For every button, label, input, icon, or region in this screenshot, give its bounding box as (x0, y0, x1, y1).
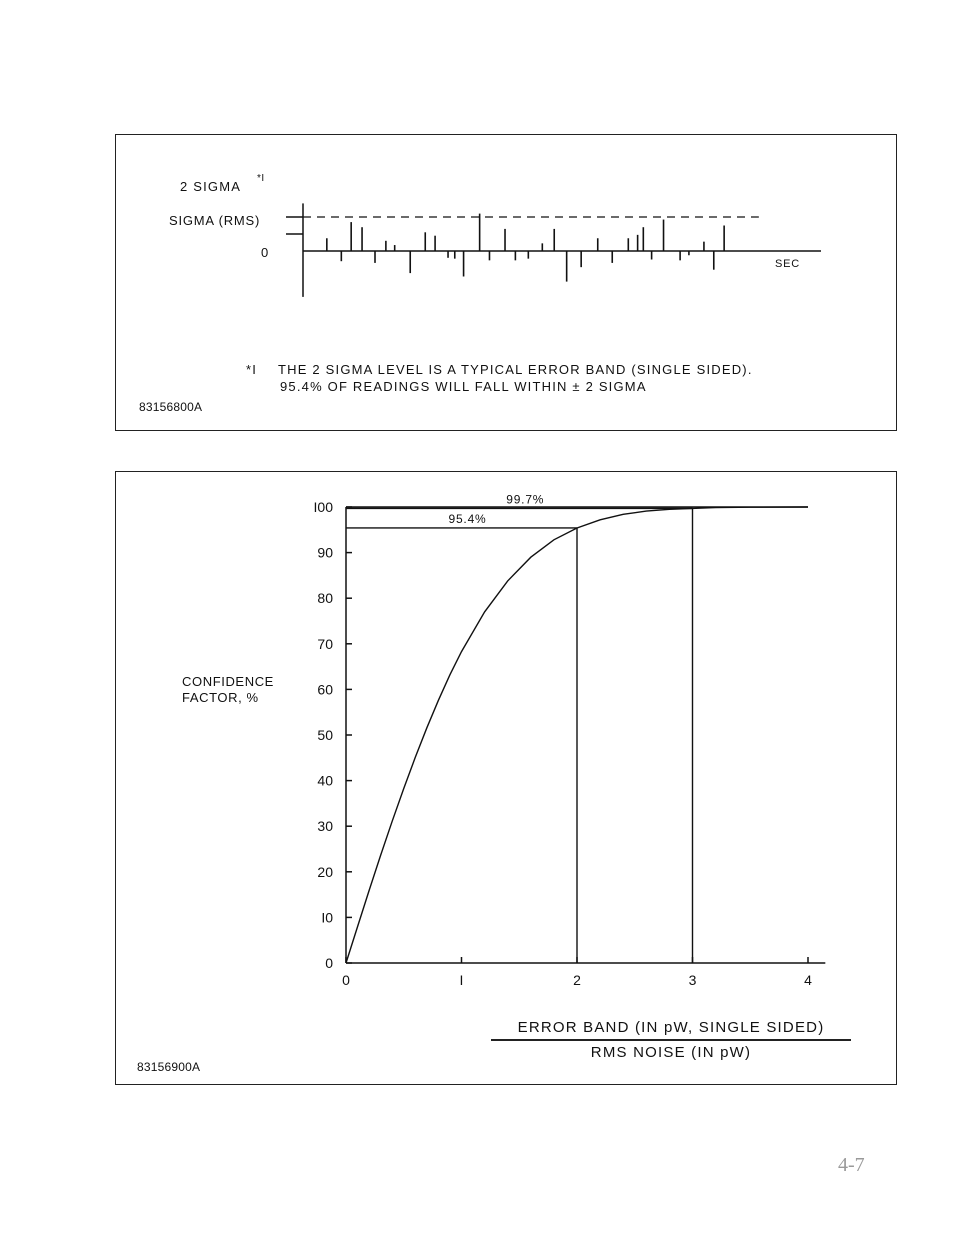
y-tick-label: I00 (313, 499, 333, 515)
y-tick-label: I0 (321, 909, 333, 926)
level-label-2sigma: 2 SIGMA (180, 179, 242, 194)
sigma-noise-figure-panel (115, 134, 897, 431)
footnote-line-1: THE 2 SIGMA LEVEL IS A TYPICAL ERROR BAND (SINGLE SIDED). (278, 362, 753, 377)
y-tick-label: 0 (325, 955, 333, 971)
x-unit-sec: SEC (775, 258, 801, 270)
footnote-marker: *I (246, 362, 258, 377)
reference-line-label: 95.4% (448, 511, 487, 526)
page-number: 4-7 (838, 1154, 865, 1176)
reference-line-label: 99.7% (506, 492, 545, 507)
x-tick-label: 2 (573, 972, 581, 988)
y-tick-label: 70 (317, 635, 333, 652)
y-tick-label: 40 (317, 772, 333, 789)
x-tick-label: 0 (342, 972, 350, 988)
x-axis-label-denominator: RMS NOISE (IN pW) (590, 1044, 752, 1061)
level-label-zero: 0 (261, 245, 269, 260)
figure-id-label: 83156800A (139, 400, 203, 414)
y-axis-label-line-2: FACTOR, % (182, 690, 259, 705)
x-tick-label: 4 (804, 972, 812, 988)
y-axis-label (182, 674, 274, 706)
y-tick-label: 90 (317, 544, 333, 561)
footnote-line-2: 95.4% OF READINGS WILL FALL WITHIN ± 2 SIGMA (280, 379, 647, 394)
level-label-sigma-rms: SIGMA (RMS) (169, 213, 261, 228)
y-tick-label: 50 (317, 727, 333, 743)
x-axis-label-fraction-bar (491, 1039, 851, 1041)
confidence-curve-plot (116, 472, 898, 1086)
x-tick-label: 3 (688, 972, 697, 988)
level-label-2sigma-marker: *I (257, 173, 265, 184)
confidence-factor-figure-panel (115, 471, 897, 1085)
y-tick-label: 20 (317, 863, 333, 880)
x-axis-label-numerator: ERROR BAND (IN pW, SINGLE SIDED) (517, 1019, 825, 1036)
x-tick-label: I (459, 972, 464, 988)
figure-id-label: 83156900A (137, 1060, 201, 1074)
y-tick-label: 30 (317, 818, 333, 835)
y-tick-label: 60 (317, 681, 333, 698)
y-axis-label-line-1: CONFIDENCE (182, 674, 274, 689)
y-tick-label: 80 (317, 590, 333, 607)
